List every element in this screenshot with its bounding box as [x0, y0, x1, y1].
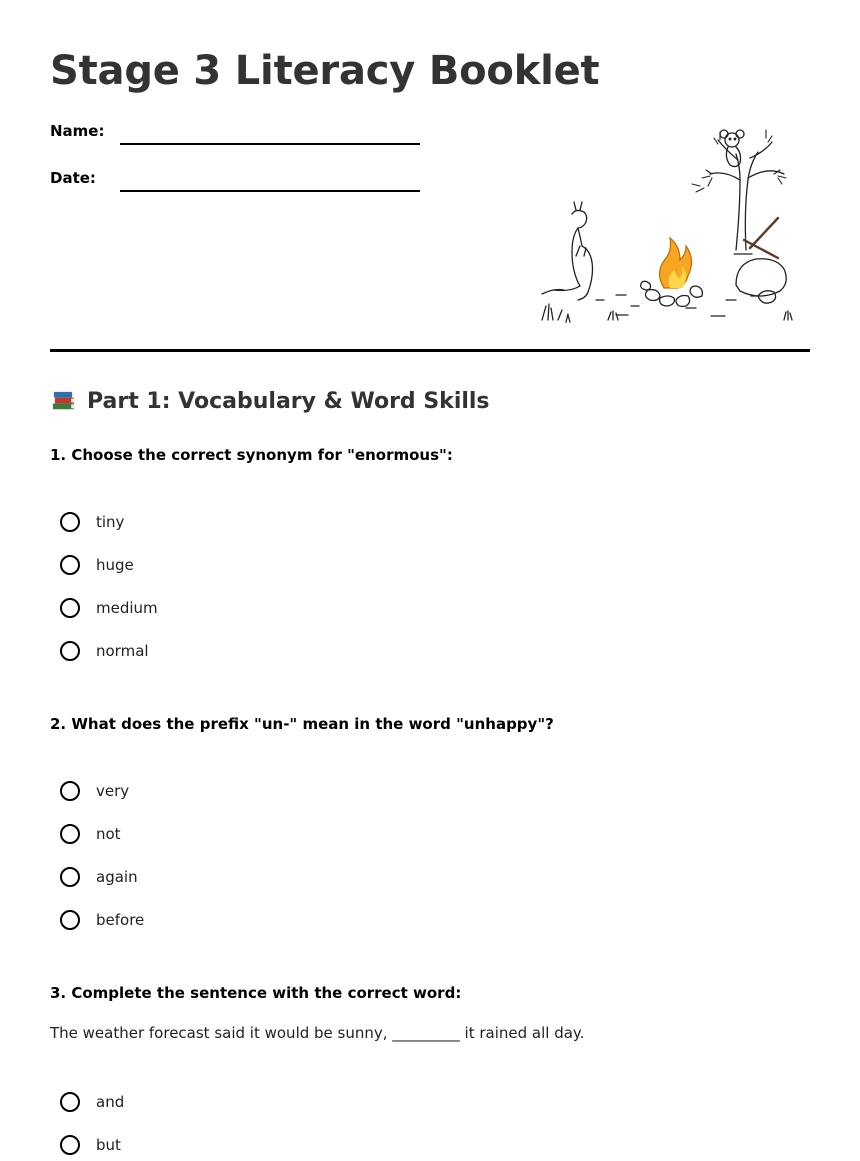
q2-option-very[interactable]: very — [60, 781, 129, 801]
q1-option-huge[interactable]: huge — [60, 555, 134, 575]
q2-option-before[interactable]: before — [60, 910, 144, 930]
name-label: Name: — [50, 122, 105, 140]
q3-option-and[interactable]: and — [60, 1092, 124, 1112]
date-label: Date: — [50, 169, 96, 187]
page-title: Stage 3 Literacy Booklet — [50, 48, 600, 94]
radio-button[interactable] — [60, 781, 80, 801]
radio-button[interactable] — [60, 641, 80, 661]
q1-option-tiny[interactable]: tiny — [60, 512, 124, 532]
grass-tuft-right — [784, 311, 792, 320]
section-title — [50, 388, 490, 415]
q1-option-medium[interactable]: medium — [60, 598, 158, 618]
fire-icon — [659, 238, 691, 288]
date-field-line[interactable] — [120, 190, 420, 192]
sticks — [744, 218, 778, 258]
radio-button[interactable] — [60, 555, 80, 575]
question-3-sentence: The weather forecast said it would be sunny, _________ it rained all day. — [50, 1024, 585, 1042]
question-2-prompt: 2. What does the prefix "un-" mean in the word "unhappy"? — [50, 715, 554, 733]
books-icon — [50, 388, 77, 415]
q3-option-but[interactable]: but — [60, 1135, 121, 1155]
koala — [720, 130, 744, 167]
radio-button[interactable] — [60, 1135, 80, 1155]
grass-tuft-mid — [608, 311, 618, 320]
grass-tuft-left — [542, 304, 570, 322]
section-title-text: Part 1: Vocabulary & Word Skills — [87, 389, 490, 414]
name-field-line[interactable] — [120, 143, 420, 145]
question-3-prompt: 3. Complete the sentence with the correct word: — [50, 984, 462, 1002]
kangaroo — [542, 202, 593, 300]
radio-button[interactable] — [60, 1092, 80, 1112]
q2-option-not[interactable]: not — [60, 824, 121, 844]
radio-button[interactable] — [60, 910, 80, 930]
radio-button[interactable] — [60, 598, 80, 618]
tree — [710, 140, 784, 254]
question-1-prompt: 1. Choose the correct synonym for "enormous": — [50, 446, 453, 464]
radio-button[interactable] — [60, 867, 80, 887]
header-divider — [50, 349, 810, 352]
bush-campfire-illustration — [536, 120, 800, 330]
radio-button[interactable] — [60, 824, 80, 844]
rock-large — [736, 259, 786, 296]
radio-button[interactable] — [60, 512, 80, 532]
rock-small — [758, 291, 776, 303]
q2-option-again[interactable]: again — [60, 867, 138, 887]
q1-option-normal[interactable]: normal — [60, 641, 149, 661]
